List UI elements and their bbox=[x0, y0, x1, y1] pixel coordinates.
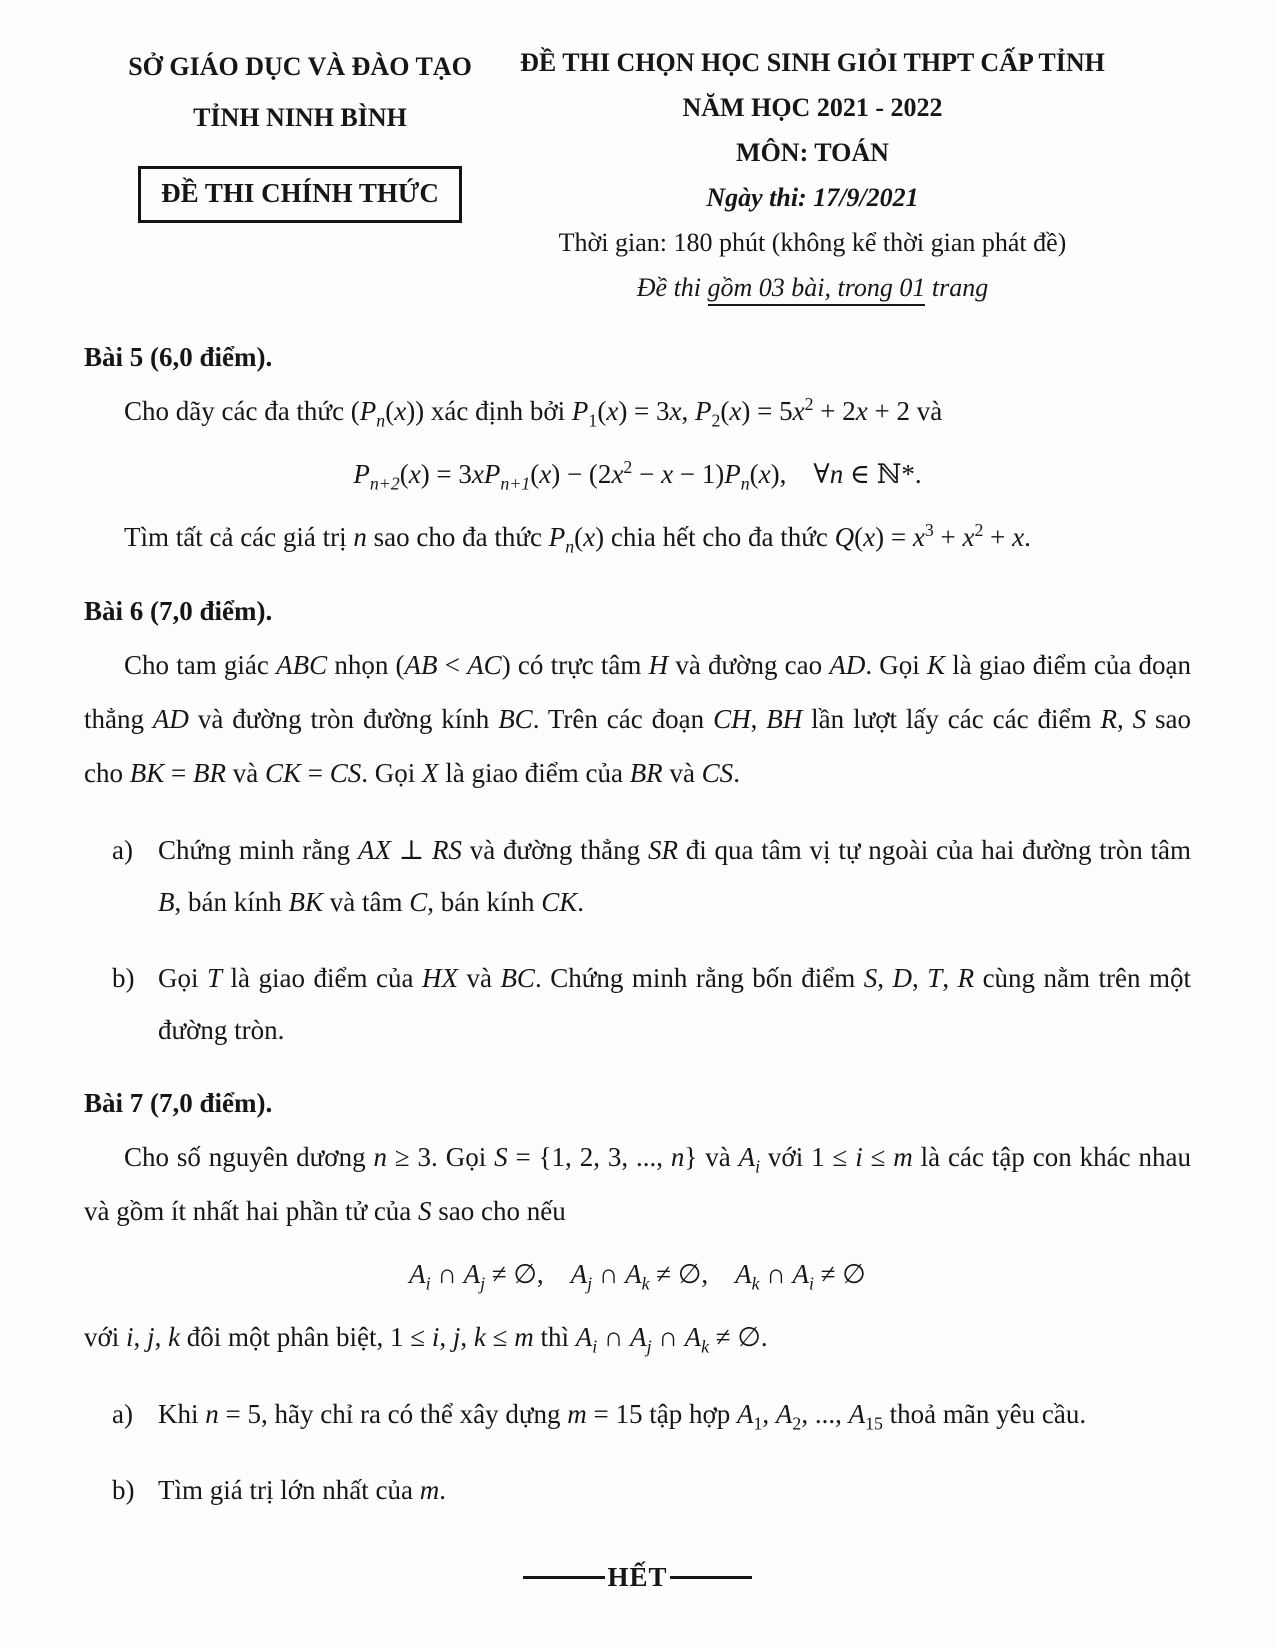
issuing-authority-block bbox=[95, 52, 505, 223]
math-run: x bbox=[661, 459, 674, 489]
problem-7-intro bbox=[84, 1130, 1191, 1238]
text-run: Cho tam giác bbox=[124, 650, 277, 680]
math-run: j bbox=[147, 1322, 155, 1352]
math-run: Q bbox=[834, 522, 855, 552]
end-of-exam-marker bbox=[84, 1562, 1191, 1593]
problem-5-title: Bài 5 (6,0 điểm). bbox=[84, 342, 273, 372]
text-run: ∈ ℕ*. bbox=[843, 459, 922, 489]
text-run: = bbox=[164, 758, 193, 788]
text-run: ) = 5 bbox=[741, 396, 793, 426]
math-run: n bbox=[353, 522, 367, 552]
authority-name: SỞ GIÁO DỤC VÀ ĐÀO TẠO bbox=[128, 52, 472, 81]
problem-6-title: Bài 6 (7,0 điểm). bbox=[84, 596, 273, 626]
text-run: là các tập con khác nhau và gồm ít nhất hai phần tử của bbox=[84, 1142, 1191, 1226]
text-run: = {1, 2, 3, ..., bbox=[507, 1142, 671, 1172]
math-run: A bbox=[570, 1259, 588, 1289]
math-run: n bbox=[205, 1399, 219, 1429]
math-run: k bbox=[751, 1273, 760, 1294]
problem-5-intro bbox=[84, 384, 1191, 438]
text-run: ( bbox=[749, 459, 759, 489]
text-run: , ..., bbox=[801, 1399, 849, 1429]
math-run: BK bbox=[129, 758, 165, 788]
math-run: 2 bbox=[711, 410, 721, 431]
problem-7-conclusion bbox=[84, 1310, 1191, 1364]
math-run: k bbox=[168, 1322, 181, 1352]
math-run: A bbox=[737, 1399, 754, 1429]
math-run: A bbox=[463, 1259, 481, 1289]
text-run: và bbox=[662, 758, 702, 788]
math-run: R bbox=[1100, 704, 1117, 734]
math-run: R bbox=[957, 963, 975, 993]
math-run: SR bbox=[647, 835, 678, 865]
text-run: = bbox=[301, 758, 330, 788]
text-run: . Trên các đoạn bbox=[532, 704, 714, 734]
math-run: T bbox=[207, 963, 223, 993]
exam-body bbox=[0, 334, 1275, 1593]
text-run: là giao điểm của đoạn thẳng bbox=[84, 650, 1191, 734]
text-run: ⊥ bbox=[390, 835, 432, 865]
text-run: + 2 bbox=[813, 396, 856, 426]
item-a-text bbox=[158, 1388, 1086, 1440]
item-a-label: a) bbox=[112, 835, 133, 865]
text-run: ( bbox=[720, 396, 730, 426]
math-run: A bbox=[409, 1259, 426, 1289]
text-run: với bbox=[84, 1322, 127, 1352]
math-run: T bbox=[927, 963, 943, 993]
problem-5 bbox=[84, 334, 1191, 564]
text-run: . bbox=[1024, 522, 1031, 552]
text-run: , bbox=[133, 1322, 148, 1352]
math-run: i bbox=[855, 1142, 863, 1172]
text-run: Chứng minh rằng bbox=[158, 835, 358, 865]
math-run: x bbox=[583, 522, 596, 552]
text-run: . bbox=[733, 758, 740, 788]
item-b-label: b) bbox=[112, 1475, 135, 1505]
math-run: CH bbox=[713, 704, 751, 734]
text-run: . Gọi bbox=[865, 650, 928, 680]
math-run: n bbox=[565, 536, 575, 557]
text-run: + bbox=[933, 522, 963, 552]
math-run: S bbox=[418, 1196, 432, 1226]
math-run: HX bbox=[421, 963, 458, 993]
math-run: x bbox=[912, 522, 925, 552]
math-run: CS bbox=[329, 758, 362, 788]
problem-6-item-a bbox=[112, 824, 1191, 928]
math-run: k bbox=[641, 1273, 650, 1294]
math-run: A bbox=[735, 1259, 752, 1289]
math-run: j bbox=[452, 1322, 461, 1352]
math-run: BC bbox=[500, 963, 535, 993]
math-run: 2 bbox=[623, 457, 633, 477]
school-year: NĂM HỌC 2021 - 2022 bbox=[682, 93, 943, 122]
text-run: là giao điểm của bbox=[222, 963, 422, 993]
math-run: BR bbox=[192, 758, 226, 788]
text-run: ) có trực tâm bbox=[501, 650, 649, 680]
item-a-label: a) bbox=[112, 1399, 133, 1429]
text-run: cùng nằm trên một đường tròn. bbox=[158, 963, 1192, 1045]
text-run: ∩ bbox=[430, 1259, 464, 1289]
math-run: B bbox=[158, 887, 175, 917]
text-run: đôi một phân biệt, 1 ≤ bbox=[180, 1322, 432, 1352]
left-dash-rule bbox=[523, 1576, 605, 1579]
math-run: j bbox=[587, 1273, 593, 1294]
text-run: )) xác định bởi bbox=[406, 396, 572, 426]
text-run: + 2 và bbox=[867, 396, 943, 426]
text-run: ≠ ∅, bbox=[649, 1259, 736, 1289]
text-run: ( bbox=[854, 522, 864, 552]
problem-7-item-a bbox=[112, 1388, 1191, 1440]
math-run: S bbox=[494, 1142, 508, 1172]
text-run: = 5, hãy chỉ ra có thể xây dựng bbox=[218, 1399, 568, 1429]
text-run: . bbox=[577, 887, 585, 917]
text-run: ≠ ∅ bbox=[813, 1259, 866, 1289]
math-run: CK bbox=[264, 758, 301, 788]
pages-note bbox=[520, 273, 1105, 303]
text-run: Tìm tất cả các giá trị bbox=[124, 522, 354, 552]
province-name: TỈNH NINH BÌNH bbox=[193, 103, 407, 132]
text-run: ( bbox=[385, 396, 395, 426]
math-run: xP bbox=[471, 459, 501, 489]
math-run: AX bbox=[357, 835, 391, 865]
text-run: chia hết cho đa thức bbox=[604, 522, 835, 552]
text-run: , bbox=[439, 1322, 453, 1352]
math-run: x bbox=[758, 459, 771, 489]
math-run: A bbox=[792, 1259, 810, 1289]
math-run: x bbox=[394, 396, 407, 426]
math-run: D bbox=[892, 963, 913, 993]
math-run: i bbox=[592, 1336, 598, 1357]
text-run: − bbox=[632, 459, 662, 489]
text-run: < bbox=[437, 650, 468, 680]
math-run: A bbox=[630, 1322, 647, 1352]
text-run: và tâm bbox=[323, 887, 410, 917]
text-run: ≠ ∅. bbox=[709, 1322, 768, 1352]
math-run: i bbox=[126, 1322, 134, 1352]
text-run: sao cho đa thức bbox=[366, 522, 549, 552]
math-run: x bbox=[729, 396, 742, 426]
text-run: ∩ bbox=[592, 1259, 626, 1289]
problem-7-condition-formula bbox=[84, 1246, 1191, 1302]
text-run: , bbox=[942, 963, 958, 993]
math-run: X bbox=[422, 758, 439, 788]
text-run: và đường cao bbox=[668, 650, 830, 680]
text-run: ) − (2 bbox=[551, 459, 612, 489]
math-run: A bbox=[575, 1322, 593, 1352]
math-run: S bbox=[863, 963, 878, 993]
text-run: = 15 tập hợp bbox=[586, 1399, 738, 1429]
text-run: ) = 3 bbox=[618, 396, 670, 426]
text-run: ≠ ∅, bbox=[485, 1259, 571, 1289]
text-run: Cho số nguyên dương bbox=[124, 1142, 374, 1172]
math-run: P bbox=[571, 396, 589, 426]
text-run: ≤ bbox=[862, 1142, 894, 1172]
text-run: ) = bbox=[875, 522, 913, 552]
math-run: P bbox=[695, 396, 712, 426]
math-run: n bbox=[373, 1142, 387, 1172]
math-run: x bbox=[606, 396, 619, 426]
text-run: với 1 ≤ bbox=[760, 1142, 856, 1172]
math-run: n bbox=[829, 459, 844, 489]
text-run: Gọi bbox=[158, 963, 207, 993]
math-run: m bbox=[514, 1322, 534, 1352]
pages-note-suffix: trang bbox=[925, 273, 989, 302]
math-run: 2 bbox=[974, 520, 984, 540]
math-run: CS bbox=[701, 758, 734, 788]
text-run: nhọn ( bbox=[327, 650, 405, 680]
text-run: , bbox=[154, 1322, 169, 1352]
math-run: K bbox=[927, 650, 946, 680]
math-run: BH bbox=[766, 704, 803, 734]
math-run: 1 bbox=[753, 1413, 763, 1434]
math-run: n bbox=[740, 473, 750, 494]
subject: MÔN: TOÁN bbox=[736, 138, 889, 167]
text-run: thoả mãn yêu cầu. bbox=[882, 1399, 1087, 1429]
math-run: m bbox=[419, 1475, 440, 1505]
text-run: , bbox=[877, 963, 893, 993]
text-run: và bbox=[225, 758, 265, 788]
text-run: , bbox=[681, 396, 696, 426]
math-run: 15 bbox=[865, 1413, 883, 1434]
math-run: 1 bbox=[588, 410, 598, 431]
text-run: Khi bbox=[158, 1399, 206, 1429]
math-run: 2 bbox=[804, 394, 814, 414]
text-run: và bbox=[457, 963, 501, 993]
text-run: , bbox=[762, 1399, 776, 1429]
math-run: A bbox=[848, 1399, 866, 1429]
problem-7-title: Bài 7 (7,0 điểm). bbox=[84, 1088, 273, 1118]
duration-note: Thời gian: 180 phút (không kể thời gian phát đề) bbox=[558, 228, 1067, 257]
right-dash-rule bbox=[670, 1576, 752, 1579]
exam-title-block bbox=[520, 48, 1105, 318]
text-run: , bbox=[912, 963, 928, 993]
text-run: ) = 3 bbox=[420, 459, 472, 489]
exam-title: ĐỀ THI CHỌN HỌC SINH GIỎI THPT CẤP TỈNH bbox=[520, 48, 1105, 77]
math-run: S bbox=[1132, 704, 1147, 734]
item-a-text bbox=[158, 824, 1191, 928]
text-run: ( bbox=[597, 396, 607, 426]
pages-note-underlined: gồm 03 bài, trong 01 bbox=[708, 273, 926, 306]
text-run: ), ∀ bbox=[770, 459, 830, 489]
math-run: j bbox=[480, 1273, 486, 1294]
math-run: 3 bbox=[924, 520, 934, 540]
math-run: A bbox=[738, 1142, 756, 1172]
text-run: lần lượt lấy các các điểm bbox=[802, 704, 1101, 734]
text-run: ( bbox=[399, 459, 409, 489]
problem-7-item-b bbox=[112, 1464, 1191, 1516]
math-run: P bbox=[724, 459, 741, 489]
text-run: − 1) bbox=[673, 459, 725, 489]
math-run: A bbox=[775, 1399, 793, 1429]
math-run: H bbox=[648, 650, 669, 680]
math-run: x bbox=[962, 522, 975, 552]
math-run: CK bbox=[541, 887, 578, 917]
text-run: Tìm giá trị lớn nhất của bbox=[158, 1475, 420, 1505]
math-run: BK bbox=[288, 887, 324, 917]
text-run: Cho dãy các đa thức ( bbox=[124, 396, 360, 426]
text-run: là giao điểm của bbox=[438, 758, 630, 788]
math-run: A bbox=[625, 1259, 642, 1289]
exam-header bbox=[0, 0, 1275, 310]
text-run: , bbox=[1116, 704, 1133, 734]
text-run: ≤ bbox=[485, 1322, 515, 1352]
math-run: m bbox=[893, 1142, 913, 1172]
text-run: ( bbox=[574, 522, 584, 552]
official-exam-stamp: ĐỀ THI CHÍNH THỨC bbox=[138, 166, 462, 223]
text-run: , bán kính bbox=[174, 887, 289, 917]
text-run: . bbox=[439, 1475, 446, 1505]
item-b-label: b) bbox=[112, 963, 135, 993]
math-run: x bbox=[408, 459, 421, 489]
math-run: n+1 bbox=[500, 473, 531, 494]
problem-7 bbox=[84, 1080, 1191, 1516]
math-run: n bbox=[670, 1142, 685, 1172]
problem-6-item-b bbox=[112, 952, 1191, 1056]
math-run: x bbox=[863, 522, 876, 552]
math-run: AD bbox=[829, 650, 866, 680]
math-run: P bbox=[353, 459, 370, 489]
math-run: k bbox=[473, 1322, 486, 1352]
text-run: ∩ bbox=[651, 1322, 685, 1352]
math-run: x bbox=[792, 396, 805, 426]
text-run: thì bbox=[533, 1322, 576, 1352]
text-run: ) bbox=[595, 522, 605, 552]
text-run: sao cho nếu bbox=[431, 1196, 566, 1226]
problem-5-question bbox=[84, 510, 1191, 564]
text-run: } và bbox=[684, 1142, 739, 1172]
exam-date: Ngày thi: 17/9/2021 bbox=[706, 183, 919, 212]
text-run: + bbox=[983, 522, 1013, 552]
problem-5-recurrence-formula bbox=[84, 446, 1191, 502]
math-run: i bbox=[809, 1273, 814, 1294]
text-run: ∩ bbox=[759, 1259, 793, 1289]
math-run: n+2 bbox=[369, 473, 400, 494]
math-run: RS bbox=[431, 835, 462, 865]
math-run: BC bbox=[498, 704, 533, 734]
math-run: x bbox=[611, 459, 624, 489]
math-run: m bbox=[567, 1399, 587, 1429]
math-run: x bbox=[1012, 522, 1025, 552]
item-b-text bbox=[158, 952, 1191, 1056]
math-run: A bbox=[684, 1322, 702, 1352]
text-run: và đường thẳng bbox=[461, 835, 648, 865]
math-run: P bbox=[359, 396, 377, 426]
math-run: BR bbox=[629, 758, 663, 788]
text-run: đi qua tâm vị tự ngoài của hai đường tròn tâm bbox=[677, 835, 1191, 865]
text-run: , bán kính bbox=[427, 887, 542, 917]
math-run: C bbox=[409, 887, 428, 917]
math-run: AB bbox=[404, 650, 438, 680]
math-run: j bbox=[646, 1336, 652, 1357]
text-run: sao cho bbox=[84, 704, 1192, 788]
math-run: x bbox=[855, 396, 868, 426]
math-run: AC bbox=[467, 650, 502, 680]
math-run: AD bbox=[152, 704, 189, 734]
end-label: HẾT bbox=[607, 1562, 668, 1592]
math-run: i bbox=[425, 1273, 431, 1294]
text-run: , bbox=[460, 1322, 474, 1352]
problem-6-intro bbox=[84, 638, 1191, 800]
text-run: . Chứng minh rằng bốn điểm bbox=[534, 963, 864, 993]
item-b-text bbox=[158, 1464, 446, 1516]
text-run: và đường tròn đường kính bbox=[188, 704, 499, 734]
text-run: ≥ 3. Gọi bbox=[386, 1142, 495, 1172]
pages-note-prefix: Đề thi bbox=[636, 273, 708, 302]
math-run: x bbox=[669, 396, 682, 426]
math-run: k bbox=[701, 1336, 710, 1357]
text-run: . Gọi bbox=[361, 758, 422, 788]
math-run: ABC bbox=[276, 650, 328, 680]
text-run: ( bbox=[530, 459, 540, 489]
math-run: x bbox=[539, 459, 552, 489]
text-run: , bbox=[750, 704, 767, 734]
problem-6 bbox=[84, 588, 1191, 1056]
math-run: 2 bbox=[792, 1413, 802, 1434]
math-run: P bbox=[548, 522, 566, 552]
math-run: n bbox=[376, 410, 386, 431]
math-run: i bbox=[431, 1322, 440, 1352]
math-run: i bbox=[755, 1156, 761, 1177]
text-run: ∩ bbox=[597, 1322, 631, 1352]
